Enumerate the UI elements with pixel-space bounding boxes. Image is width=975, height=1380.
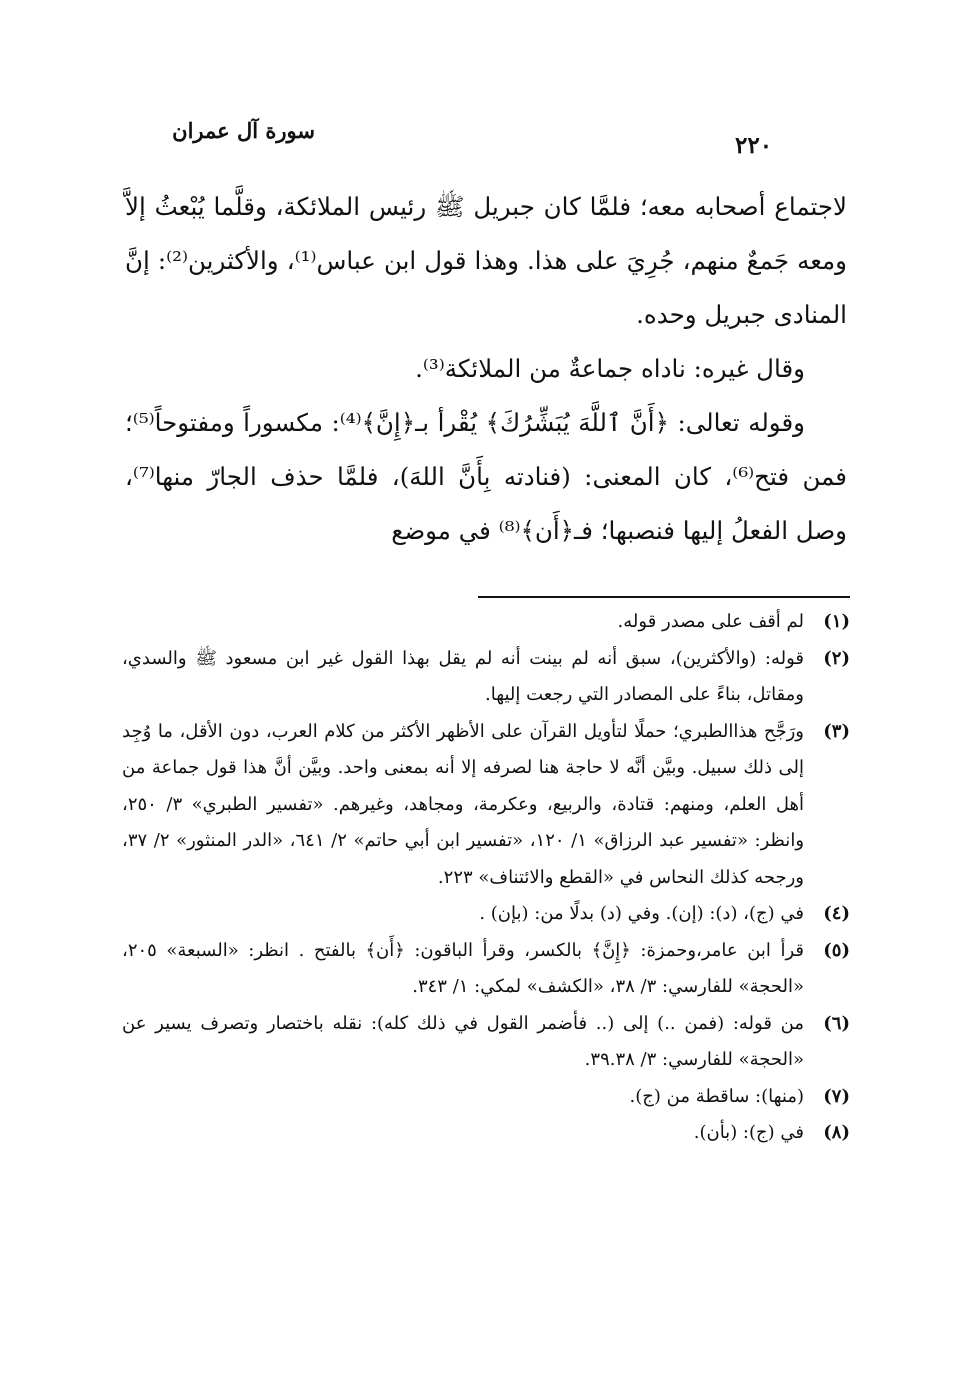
footnote-text: ورَجَّح هذاالطبري؛ حملًا لتأويل القرآن على الأظهر الأكثر من كلام العرب، دون الأقل، ما وُجِد إلى ذلك سبيل. وبيَّن أنَّه لا حاجة هنا لصرفه إلا أنه بمعنى واحد. وبيَّن أنَّ هذا قول جماعة من أهل العلم، ومنهم: قتادة، والربيع، وعكرمة، ومجاهد، وغيرهم. «تفسير الطبري» ٣/ ٢٥٠، وانظر: «تفسير عبد الرزاق» ١/ ١٢٠، «تفسير ابن أبي حاتم» ٢/ ٦٤١، «الدر المنثور» ٢/ ٣٧، ورجحه كذلك النحاس في «القطع والائتناف» ٢٢٣. <box>122 720 805 888</box>
footnotes <box>122 604 850 1152</box>
footnote-text: في (ج)، (د): (إن). وفي (د) بدلًا من: (بإن) . <box>479 903 804 924</box>
running-header-title: سورة آل عمران <box>172 118 315 143</box>
footnote-separator <box>478 596 850 598</box>
footnote-text: لم أقف على مصدر قوله. <box>617 611 804 632</box>
footnote <box>122 933 850 1006</box>
footnote-number: (٨) <box>823 1122 850 1143</box>
paragraph-2: وقال غيره: ناداه جماعةٌ من الملائكة⁽³⁾. <box>415 354 805 383</box>
footnote <box>122 1115 850 1152</box>
paragraph-1: لاجتماع أصحابه معه؛ فلمَّا كان جبريل ﷺ رئيس الملائكة، وقلَّما يُبْعثُ إلاَّ ومعه جَمعٌ منهم، جُرِيَ على هذا. وهذا قول ابن عباس⁽¹⁾، والأكثرين⁽²⁾: إنَّ المنادى جبريل وحده. <box>125 192 847 329</box>
footnote <box>122 604 850 641</box>
paragraph-3: وقوله تعالى: ﴿أَنَّ ٱللَّهَ يُبَشِّرُكَ﴾ يُقْرأ بـ﴿إِنَّ﴾⁽⁴⁾: مكسوراً ومفتوحاً⁽⁵⁾؛ فمن فتح⁽⁶⁾، كان المعنى: (فنادته بِأَنَّ اللهَ)، فلمَّا حذف الجارّ منها⁽⁷⁾، وصل الفعلُ إليها فنصبها؛ فـ﴿أَن﴾⁽⁸⁾ في موضع <box>125 408 847 545</box>
page-number: ٢٢٠ <box>735 132 773 159</box>
footnote <box>122 1079 850 1116</box>
footnote-text: في (ج): (بأن). <box>693 1122 804 1143</box>
footnote-number: (٥) <box>823 939 850 961</box>
footnote <box>122 1006 850 1079</box>
footnote-number: (٧) <box>823 1085 850 1107</box>
footnote-number: (٦) <box>823 1012 850 1034</box>
footnote-number: (٢) <box>823 647 850 669</box>
main-text <box>125 180 847 558</box>
footnote-number: (١) <box>823 611 850 632</box>
footnote-text: قوله: (والأكثرين)، سبق أنه لم بينت أنه لم يقل بهذا القول غير ابن مسعود ﷺ والسدي، ومقاتل، بناءً على المصادر التي رجعت إليها. <box>122 647 804 705</box>
footnote <box>122 714 850 897</box>
footnote-number: (٤) <box>823 903 850 924</box>
footnote-text: قرأ ابن عامر،وحمزة: ﴿إِنَّ﴾ بالكسر، وقرأ الباقون: ﴿أَن﴾ بالفتح . انظر: «السبعة» ٢٠٥، «الحجة» للفارسي: ٣/ ٣٨، «الكشف» لمكي: ١/ ٣٤٣. <box>122 939 804 997</box>
footnote-number: (٣) <box>823 720 850 742</box>
footnote <box>122 896 850 933</box>
footnote-text: (منها): ساقطة من (ج). <box>629 1085 804 1107</box>
footnote-text: من قوله: (فمن ..) إلى (.. فأضمر القول في ذلك كله): نقله باختصار وتصرف يسير عن «الحجة» للفارسي: ٣/ ٣٩.٣٨. <box>122 1012 804 1070</box>
footnote <box>122 641 850 714</box>
